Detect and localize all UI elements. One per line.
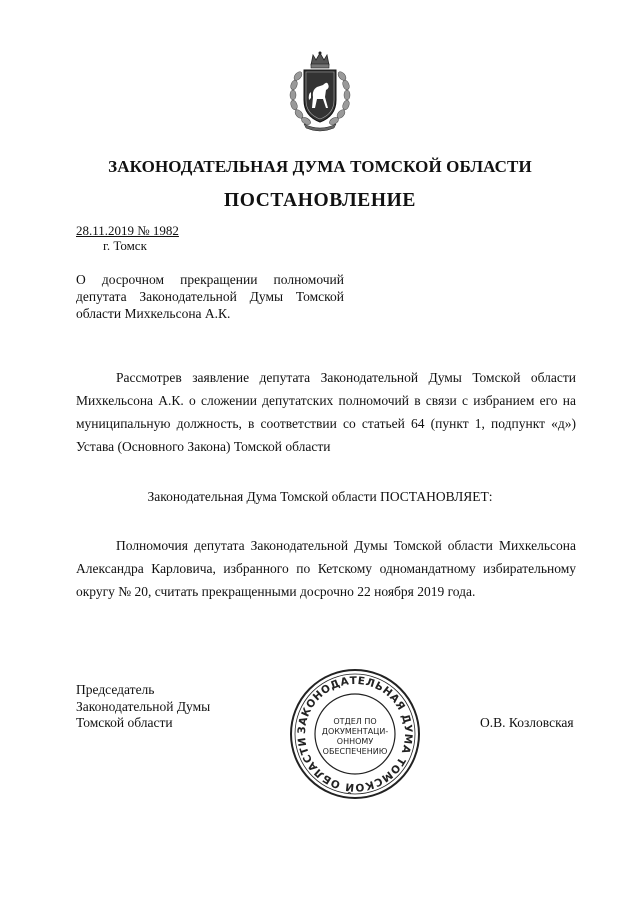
stamp-center-line: ДОКУМЕНТАЦИ- bbox=[321, 727, 389, 736]
city-label: г. Томск bbox=[103, 238, 147, 253]
coat-of-arms-emblem bbox=[284, 50, 356, 132]
official-stamp bbox=[287, 666, 423, 802]
decision-line: Законодательная Дума Томской области ПОСТАНОВЛЯЕТ: bbox=[147, 489, 493, 504]
stamp-ring-text: ЗАКОНОДАТЕЛЬНАЯ ДУМА ТОМСКОЙ ОБЛАСТИ bbox=[295, 674, 415, 794]
date-and-number: 28.11.2019 № 1982 bbox=[76, 223, 179, 238]
document-subject: О досрочном прекращении полномочий депутата Законодательной Думы Томской области Михкельсона А.К. bbox=[76, 272, 344, 321]
signatory-title-line: Председатель bbox=[76, 682, 155, 697]
resolution-paragraph: Полномочия депутата Законодательной Думы Томской области Михкельсона Александра Карловича, избранного по Кетскому одномандатному избирательному округу № 20, считать прекращенными досрочно 22 ноября 2019 года. bbox=[76, 538, 576, 599]
stamp-center-line: ОТДЕЛ ПО bbox=[333, 717, 377, 726]
organization-title: ЗАКОНОДАТЕЛЬНАЯ ДУМА ТОМСКОЙ ОБЛАСТИ bbox=[108, 157, 532, 176]
signatory-title-line: Законодательной Думы bbox=[76, 698, 211, 714]
signatory-title-line: Томской области bbox=[76, 715, 173, 730]
signer-name: О.В. Козловская bbox=[480, 715, 574, 730]
crown-icon bbox=[311, 52, 329, 69]
stamp-center-line: ОННОМУ bbox=[336, 737, 374, 746]
document-type-heading: ПОСТАНОВЛЕНИЕ bbox=[223, 190, 417, 211]
preamble-paragraph: Рассмотрев заявление депутата Законодательной Думы Томской области Михкельсона А.К. о сложении депутатских полномочий в связи с избранием его на муниципальную должность, в соответствии со статьей 64 (пункт 1, подпункт «д») Устава (Основного Закона) Томской области bbox=[76, 370, 576, 454]
signatory-title bbox=[76, 682, 210, 732]
stamp-center-line: ОБЕСПЕЧЕНИЮ bbox=[322, 747, 388, 756]
